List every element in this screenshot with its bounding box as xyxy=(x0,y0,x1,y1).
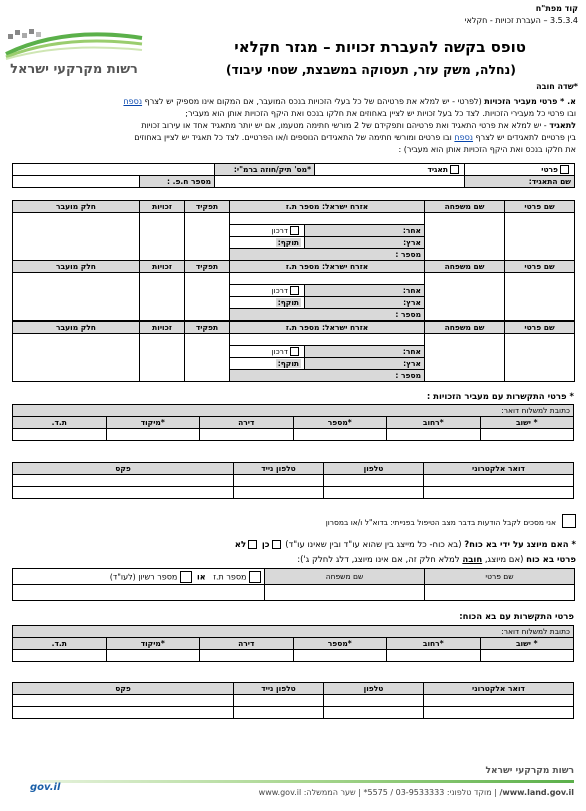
att-email-input-2[interactable] xyxy=(424,707,574,719)
att-col-mobile: טלפון נייד xyxy=(234,683,324,695)
mixed-note-text-2: ובו פרטים ומורשי חתימה של התאגידים הנוספים ו/או הפרטיים. לצד כל תאגיד יש לציין באחוזים xyxy=(134,133,455,142)
attorney-question xyxy=(235,540,576,550)
other-label: אחר: xyxy=(305,285,425,297)
corp-no-label: מספר ח.פ. : xyxy=(140,176,215,188)
att-settlement-input[interactable] xyxy=(480,650,574,662)
att-phone-input[interactable] xyxy=(324,695,424,707)
footer-phone: מוקד טלפוני: 03-9533333 / 5575* xyxy=(363,788,492,797)
passport-checkbox[interactable] xyxy=(290,226,299,235)
passport-label: דרכון xyxy=(271,225,289,235)
attorney-id-cell xyxy=(13,569,265,585)
validity-cell xyxy=(230,297,305,309)
validity-cell xyxy=(230,358,305,370)
col-last-name: שם משפחה xyxy=(425,322,505,334)
col-last-name: שם משפחה xyxy=(425,261,505,273)
transferor-address-table xyxy=(12,404,574,441)
attorney-id-input[interactable] xyxy=(13,585,265,601)
att-col-settlement: * ישוב xyxy=(480,638,574,650)
mobile-input[interactable] xyxy=(234,475,324,487)
country-label: ארץ: xyxy=(305,297,425,309)
passport-label: דרכון xyxy=(271,346,289,356)
att-phone-input-2[interactable] xyxy=(324,707,424,719)
transferor-type-table xyxy=(12,163,575,188)
rights-input[interactable] xyxy=(140,334,185,382)
att-pobox-input[interactable] xyxy=(13,650,107,662)
phone-input-2[interactable] xyxy=(324,487,424,499)
attorney-details-post: למלא חלק זה, אם אינו מיוצג, דלג לחלק ג'): xyxy=(297,555,463,565)
att-zip-input[interactable] xyxy=(106,650,200,662)
att-street-input[interactable] xyxy=(387,650,481,662)
passport-label: דרכון xyxy=(271,285,289,295)
passport-cell xyxy=(230,285,305,297)
footer-divider xyxy=(40,780,574,783)
mobile-input-2[interactable] xyxy=(234,487,324,499)
last-name-input[interactable] xyxy=(425,213,505,261)
transferor-block-3 xyxy=(12,321,575,382)
pobox-input[interactable] xyxy=(13,429,107,441)
col-citizen-id: אזרח ישראל: מספר ת.ז xyxy=(230,322,425,334)
attorney-col-last: שם משפחה xyxy=(265,569,425,585)
col-phone: טלפון xyxy=(324,463,424,475)
street-input[interactable] xyxy=(387,429,481,441)
rights-input[interactable] xyxy=(140,213,185,261)
attorney-question-bold: * האם מיוצג על ידי בא כוח? xyxy=(464,540,576,550)
fax-input[interactable] xyxy=(13,475,234,487)
att-mobile-input[interactable] xyxy=(234,695,324,707)
citizen-id-input[interactable] xyxy=(230,273,425,285)
col-number: *מספר xyxy=(293,417,387,429)
att-col-phone: טלפון xyxy=(324,683,424,695)
attorney-details-pre: (אם מיוצג, xyxy=(482,555,527,565)
col-role: תפקיד xyxy=(185,261,230,273)
section-a-text: (לפרטי - יש למלא את פרטיהם של כל בעלי הזכויות בנכס המועבר, אם המקום אינו מספיק יש לצרף xyxy=(142,97,485,106)
col-share: חלק מועבר xyxy=(13,201,140,213)
first-name-input[interactable] xyxy=(505,213,575,261)
role-input[interactable] xyxy=(185,213,230,261)
attorney-question-rest: (בא כוח- כל מייצג בין שהוא עו"ד ובין שאינו עו"ד) xyxy=(285,540,465,550)
contact-attorney-title: פרטי התקשרות עם בא הכוח: xyxy=(459,612,574,622)
att-col-apartment: דירה xyxy=(200,638,294,650)
rights-input[interactable] xyxy=(140,273,185,321)
transferor-contact-table xyxy=(12,462,574,499)
transferor-block-1 xyxy=(12,200,575,261)
passport-cell xyxy=(230,225,305,237)
att-fax-input-2[interactable] xyxy=(13,707,234,719)
footer-gov-portal[interactable]: שער הממשלה: www.gov.il xyxy=(258,788,356,797)
passport-cell xyxy=(230,346,305,358)
other-label: אחר: xyxy=(305,225,425,237)
col-street: *רחוב xyxy=(387,417,481,429)
private-cell xyxy=(465,164,575,176)
role-input[interactable] xyxy=(185,334,230,382)
att-col-zip: *מיקוד xyxy=(106,638,200,650)
attorney-id-label: מספר ת.ז xyxy=(213,572,247,581)
col-role: תפקיד xyxy=(185,201,230,213)
gov-logo-icon: gov.il xyxy=(30,782,61,793)
share-input[interactable] xyxy=(13,273,140,321)
corp-label: תאגיד xyxy=(427,164,448,174)
section-a-heading: א. * פרטי מעביר הזכויות xyxy=(484,97,576,106)
col-email: דואר אלקטרוני xyxy=(424,463,574,475)
corp-no-input[interactable] xyxy=(13,176,140,188)
rmi-logo xyxy=(4,24,144,79)
validity-label: תוקף: xyxy=(277,238,300,247)
corp-checkbox[interactable] xyxy=(450,165,459,174)
col-apartment: דירה xyxy=(200,417,294,429)
att-fax-input[interactable] xyxy=(13,695,234,707)
col-fax: פקס xyxy=(13,463,234,475)
corp-note-heading: לתאגיד xyxy=(549,121,576,130)
footer-website[interactable]: www.land.gov.il/ xyxy=(499,788,574,797)
contact-transferor-title: * פרטי התקשרות עם מעביר הזכויות : xyxy=(426,392,574,402)
citizen-id-input[interactable] xyxy=(230,334,425,346)
att-number-input[interactable] xyxy=(293,650,387,662)
transferor-block-2 xyxy=(12,260,575,321)
corp-note-text: - יש למלא את פרטי התאגיד ואת פרטיהם ותפקידם של 2 מורשי חתימה מטעמו, אם יש יותר מתאגיד אחד או עירוב זכויות xyxy=(141,121,550,130)
col-zip: *מיקוד xyxy=(106,417,200,429)
attorney-address-caption: כתובת למשלוח דואר: xyxy=(13,626,574,638)
col-share: חלק מועבר xyxy=(13,322,140,334)
footer-contact: www.land.gov.il/ | מוקד טלפוני: 03-9533333 / 5575* | שער הממשלה: www.gov.il xyxy=(258,788,574,797)
att-col-email: דואר אלקטרוני xyxy=(424,683,574,695)
last-name-input[interactable] xyxy=(425,273,505,321)
col-share: חלק מועבר xyxy=(13,261,140,273)
last-name-input[interactable] xyxy=(425,334,505,382)
corp-name-label: שם התאגיד: xyxy=(465,176,575,188)
role-input[interactable] xyxy=(185,273,230,321)
att-email-input[interactable] xyxy=(424,695,574,707)
yes-checkbox[interactable] xyxy=(272,540,281,549)
email-input[interactable] xyxy=(424,475,574,487)
appendix-link-2[interactable]: נספח xyxy=(454,133,474,142)
page-subtitle: (נחלה, משק עזר, תעסוקה במשבצת, שטחי עיבוד) xyxy=(225,62,516,77)
passport-checkbox[interactable] xyxy=(290,347,299,356)
attorney-details-must: חובה xyxy=(462,555,483,565)
zip-input[interactable] xyxy=(106,429,200,441)
share-input[interactable] xyxy=(13,334,140,382)
section-a-intro xyxy=(6,96,576,156)
col-pobox: ת.ד. xyxy=(13,417,107,429)
required-note: *שדה חובה xyxy=(536,82,578,91)
country-label: ארץ: xyxy=(305,237,425,249)
col-first-name: שם פרטי xyxy=(505,201,575,213)
col-rights: זכויות xyxy=(140,322,185,334)
attorney-last-input[interactable] xyxy=(265,585,425,601)
col-rights: זכויות xyxy=(140,261,185,273)
consent-checkbox[interactable] xyxy=(562,514,576,528)
att-col-street: *רחוב xyxy=(387,638,481,650)
share-input[interactable] xyxy=(13,213,140,261)
form-code-value: 3.5.3.4 – העברת זכויות - חקלאי xyxy=(464,16,578,25)
no-checkbox[interactable] xyxy=(248,540,257,549)
att-col-pobox: ת.ד. xyxy=(13,638,107,650)
number-label: מספר : xyxy=(230,249,425,261)
logo-graphic-icon xyxy=(4,24,144,60)
private-label: פרטי xyxy=(541,164,558,174)
attorney-address-table xyxy=(12,625,574,662)
number-input[interactable] xyxy=(293,429,387,441)
attorney-details-heading xyxy=(297,555,576,565)
col-rights: זכויות xyxy=(140,201,185,213)
validity-cell xyxy=(230,237,305,249)
col-mobile: טלפון נייד xyxy=(234,463,324,475)
file-no-label: *מס' תיק/חוזה ברמ"י: xyxy=(215,164,315,176)
col-role: תפקיד xyxy=(185,322,230,334)
number-label: מספר : xyxy=(230,370,425,382)
first-name-input[interactable] xyxy=(505,334,575,382)
col-last-name: שם משפחה xyxy=(425,201,505,213)
col-citizen-id: אזרח ישראל: מספר ת.ז xyxy=(230,261,425,273)
attorney-col-first: שם פרטי xyxy=(425,569,575,585)
form-code-label: קוד מפת"ח xyxy=(535,4,578,13)
address-caption: כתובת למשלוח דואר: xyxy=(13,405,574,417)
logo-text: רשות מקרקעי ישראל xyxy=(10,62,138,77)
section-a-text-2: ובו פרטי כל מעבירי הזכויות. לצד כל בעל זכויות יש לציין באחוזים את חלקו בנכס ואת היקף הזכויות אותן הוא מעביר; xyxy=(185,109,576,118)
footer-org: רשות מקרקעי ישראל xyxy=(485,766,574,776)
fax-input-2[interactable] xyxy=(13,487,234,499)
attorney-license-label: מספר רשיון (לעו"ד) xyxy=(109,572,178,581)
no-label: לא xyxy=(234,540,247,550)
passport-checkbox[interactable] xyxy=(290,286,299,295)
col-settlement: * ישוב xyxy=(480,417,574,429)
corp-cell xyxy=(315,164,465,176)
yes-label: כן xyxy=(261,540,270,550)
first-name-input[interactable] xyxy=(505,273,575,321)
validity-label: תוקף: xyxy=(277,298,300,307)
att-col-number: *מספר xyxy=(293,638,387,650)
attorney-id-checkbox[interactable] xyxy=(249,571,261,583)
other-label: אחר: xyxy=(305,346,425,358)
citizen-id-input[interactable] xyxy=(230,213,425,225)
att-col-fax: פקס xyxy=(13,683,234,695)
col-first-name: שם פרטי xyxy=(505,261,575,273)
page-title: טופס בקשה להעברת זכויות – מגזר חקלאי xyxy=(234,38,526,56)
country-label: ארץ: xyxy=(305,358,425,370)
corp-name-input[interactable] xyxy=(215,176,465,188)
col-citizen-id: אזרח ישראל: מספר ת.ז xyxy=(230,201,425,213)
col-first-name: שם פרטי xyxy=(505,322,575,334)
phone-input[interactable] xyxy=(324,475,424,487)
file-no-input[interactable] xyxy=(13,164,215,176)
attorney-license-checkbox[interactable] xyxy=(180,571,192,583)
apartment-input[interactable] xyxy=(200,429,294,441)
att-mobile-input-2[interactable] xyxy=(234,707,324,719)
mixed-note-text: בין פרטיים לתאגידים יש לצרף xyxy=(473,133,576,142)
attorney-table xyxy=(12,568,575,601)
section-a-text-5: את חלקו בנכס ואת היקף הזכויות אותן הוא מעביר) : xyxy=(398,145,576,154)
att-apartment-input[interactable] xyxy=(200,650,294,662)
settlement-input[interactable] xyxy=(480,429,574,441)
private-checkbox[interactable] xyxy=(560,165,569,174)
email-input-2[interactable] xyxy=(424,487,574,499)
attorney-contact-table xyxy=(12,682,574,719)
validity-label: תוקף: xyxy=(277,359,300,368)
attorney-or-label: או xyxy=(196,572,206,581)
number-label: מספר : xyxy=(230,309,425,321)
attorney-first-input[interactable] xyxy=(425,585,575,601)
consent-text: אני מסכים לקבל הודעות בדבר מצב הטיפול בפנייתי: בדוא"ל ו/או במסרון xyxy=(325,518,556,527)
appendix-link[interactable]: נספח xyxy=(123,97,143,106)
attorney-details-bold: פרטי בא כוח xyxy=(526,555,576,565)
